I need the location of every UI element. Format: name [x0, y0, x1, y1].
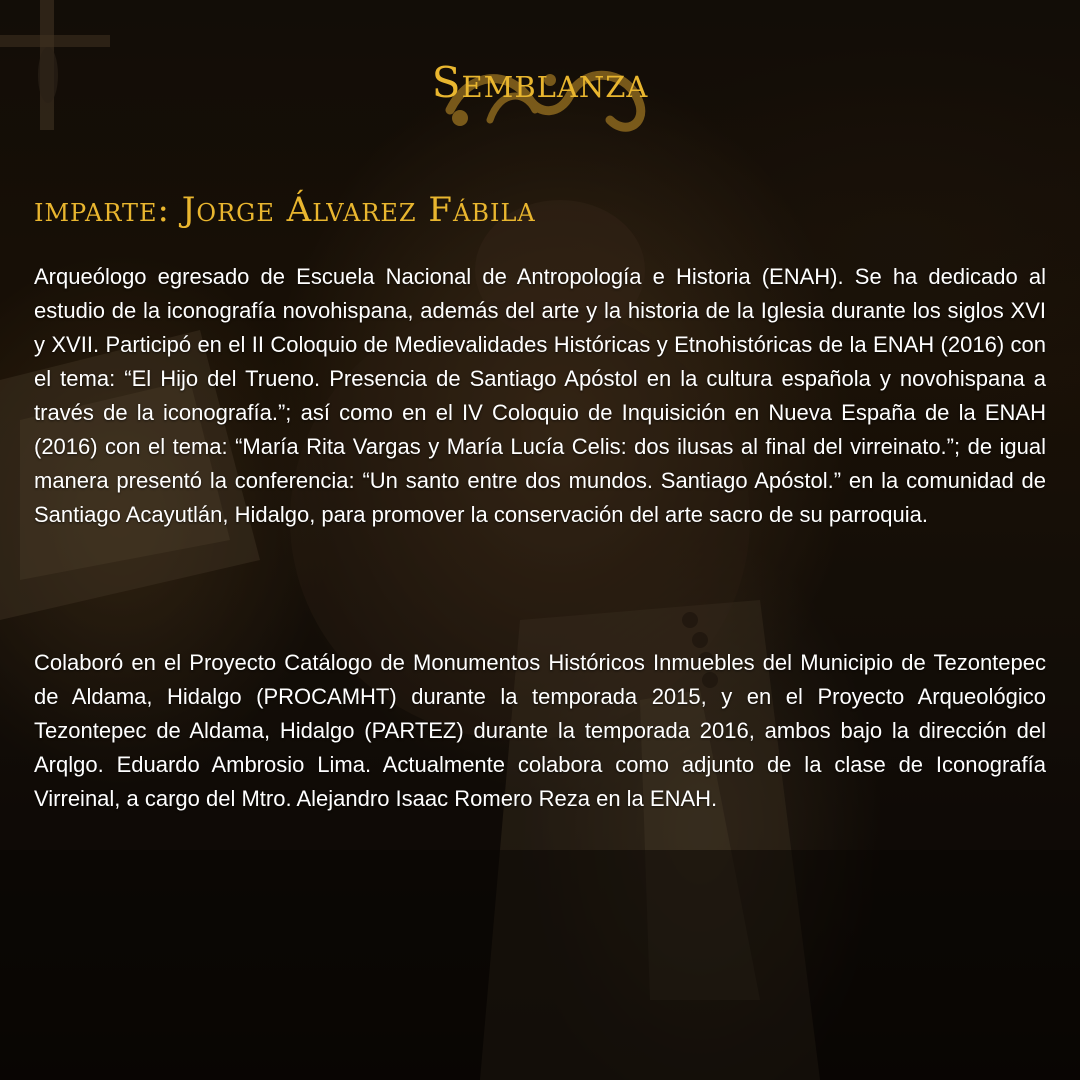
instructor-heading	[34, 190, 536, 230]
instructor-name: Jorge Álvarez Fábila	[181, 190, 536, 230]
page-title: Semblanza	[431, 58, 649, 107]
bio-paragraph-1: Arqueólogo egresado de Escuela Nacional de Antropología e Historia (ENAH). Se ha dedicado al estudio de la iconografía novohispana, además del arte y la historia de la Iglesia durante los siglos XVI y XVII. Participó en el II Coloquio de Medievalidades Históricas y Etnohistóricas de la ENAH (2016) con el tema: “El Hijo del Trueno. Presencia de Santiago Apóstol en la cultura española y novohispana a través de la iconografía.”; así como en el IV Coloquio de Inquisición en Nueva España de la ENAH (2016) con el tema: “María Rita Vargas y María Lucía Celis: dos ilusas al final del virreinato.”; de igual manera presentó la conferencia: “Un santo entre dos mundos. Santiago Apóstol.” en la comunidad de Santiago Acayutlán, Hidalgo, para promover la conservación del arte sacro de su parroquia.	[34, 264, 1046, 527]
bio-paragraph-2: Colaboró en el Proyecto Catálogo de Monumentos Históricos Inmuebles del Municipio de Tezontepec de Aldama, Hidalgo (PROCAMHT) durante la temporada 2015, y en el Proyecto Arqueológico Tezontepec de Aldama, Hidalgo (PARTEZ) durante la temporada 2016, ambos bajo la dirección del Arqlgo. Eduardo Ambrosio Lima. Actualmente colabora como adjunto de la clase de Iconografía Virreinal, a cargo del Mtro. Alejandro Isaac Romero Reza en la ENAH.	[34, 650, 1046, 811]
subtitle-prefix: imparte:	[34, 190, 170, 230]
